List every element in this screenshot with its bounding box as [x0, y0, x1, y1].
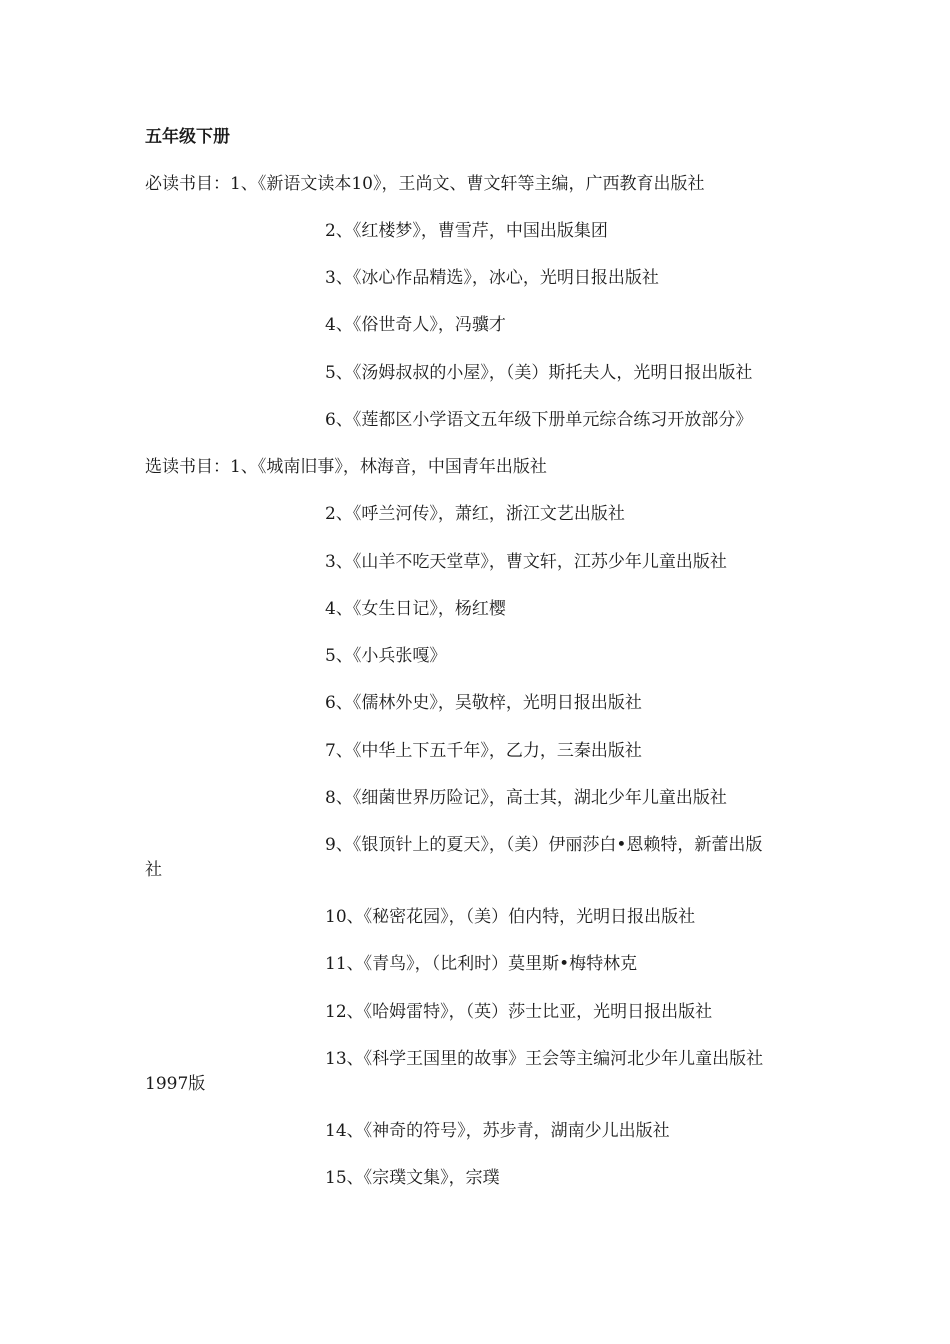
- optional-item-13-continued: 1997版: [145, 1074, 206, 1094]
- required-reading-label: 必读书目：: [145, 174, 230, 194]
- optional-item-6: 6、《儒林外史》，吴敬梓，光明日报出版社: [325, 693, 642, 713]
- optional-item-9: 9、《银顶针上的夏天》，（美）伊丽莎白•恩赖特，新蕾出版: [325, 835, 763, 855]
- required-reading-first-line: [145, 172, 704, 196]
- required-item-1: 1、《新语文读本10》，王尚文、曹文轩等主编，广西教育出版社: [230, 174, 705, 194]
- optional-item-14: 14、《神奇的符号》，苏步青，湖南少儿出版社: [325, 1121, 670, 1141]
- optional-item-4: 4、《女生日记》，杨红樱: [325, 599, 506, 619]
- optional-item-12: 12、《哈姆雷特》，（英）莎士比亚，光明日报出版社: [325, 1002, 713, 1022]
- required-item-2: 2、《红楼梦》，曹雪芹，中国出版集团: [325, 221, 608, 241]
- optional-item-10: 10、《秘密花园》，（美）伯内特，光明日报出版社: [325, 907, 696, 927]
- optional-item-11: 11、《青鸟》，（比利时）莫里斯•梅特林克: [325, 954, 638, 974]
- optional-item-13: 13、《科学王国里的故事》王会等主编河北少年儿童出版社: [325, 1049, 764, 1069]
- optional-item-15: 15、《宗璞文集》，宗璞: [325, 1168, 500, 1188]
- optional-item-9-continued: 社: [145, 860, 162, 880]
- optional-item-5: 5、《小兵张嘎》: [325, 646, 447, 666]
- optional-item-8: 8、《细菌世界历险记》，高士其，湖北少年儿童出版社: [325, 788, 727, 808]
- section-heading: 五年级下册: [145, 127, 230, 147]
- optional-reading-label: 选读书目：: [145, 457, 230, 477]
- optional-reading-first-line: [145, 455, 547, 479]
- required-item-5: 5、《汤姆叔叔的小屋》，（美）斯托夫人，光明日报出版社: [325, 363, 753, 383]
- optional-item-2: 2、《呼兰河传》，萧红，浙江文艺出版社: [325, 504, 625, 524]
- required-item-6: 6、《莲都区小学语文五年级下册单元综合练习开放部分》: [325, 410, 753, 430]
- optional-item-3: 3、《山羊不吃天堂草》，曹文轩，江苏少年儿童出版社: [325, 552, 727, 572]
- required-item-4: 4、《俗世奇人》，冯骥才: [325, 315, 506, 335]
- required-item-3: 3、《冰心作品精选》，冰心，光明日报出版社: [325, 268, 659, 288]
- optional-item-1: 1、《城南旧事》，林海音，中国青年出版社: [230, 457, 547, 477]
- optional-item-7: 7、《中华上下五千年》，乙力，三秦出版社: [325, 741, 642, 761]
